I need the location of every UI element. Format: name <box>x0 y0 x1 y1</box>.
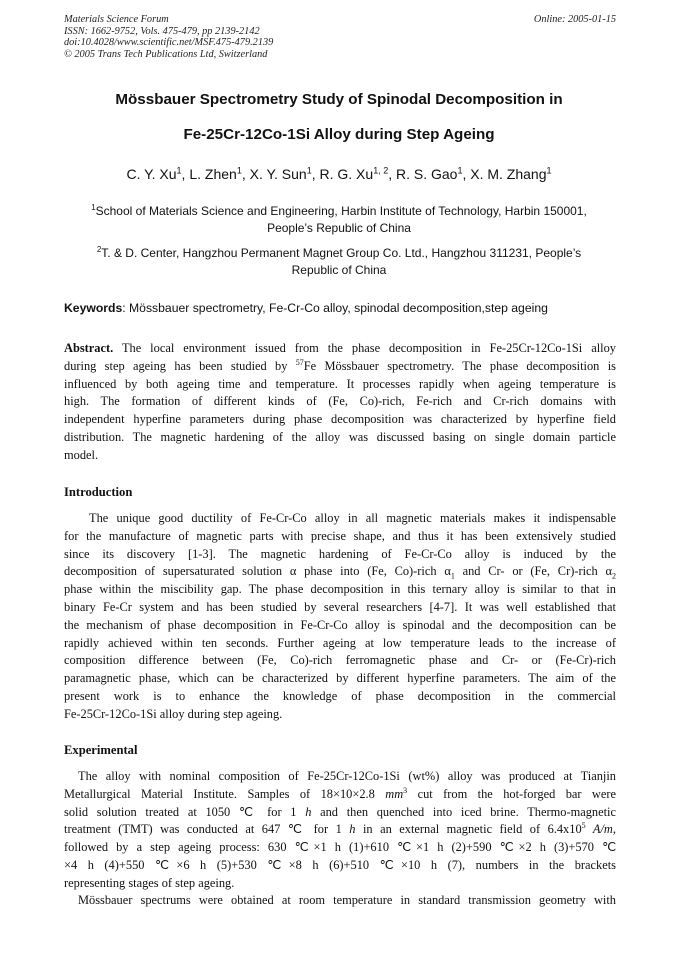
abstract-label: Abstract. <box>64 341 114 355</box>
abstract <box>64 340 616 465</box>
body-line: followed by a step ageing process: 630 ℃×1 h (1)+610 ℃×1 h (2)+590 ℃×2 h (3)+570 ℃ <box>64 840 616 855</box>
affiliation-2 <box>72 245 606 279</box>
affiliation-mark: 1 <box>91 203 96 212</box>
body-line: Fe-25Cr-12Co-1Si alloy during step ageing. <box>64 706 283 721</box>
author-affiliation-mark: 1, 2 <box>373 165 389 176</box>
unit-text: h <box>305 804 312 819</box>
affiliation-text: People’s Republic of China <box>267 221 411 235</box>
subscript: 2 <box>611 571 616 581</box>
author-name: X. M. Zhang <box>470 166 547 182</box>
body-line: cut from the hot-forged bar were <box>407 786 616 801</box>
body-line: representing stages of step ageing. <box>64 875 235 890</box>
subscript: 1 <box>450 571 455 581</box>
section-heading-experimental: Experimental <box>64 743 138 757</box>
author-name: L. Zhen <box>189 166 237 182</box>
affiliation-text: T. & D. Center, Hangzhou Permanent Magnet Group Co. Ltd., Hangzhou 311231, People’s <box>101 246 582 260</box>
unit-text: A/m <box>585 822 613 837</box>
body-line: composition difference between (Fe, Co)-rich ferromagnetic phase and Cr- or (Fe-Cr)-rich <box>64 653 616 668</box>
body-line: Metallurgical Material Institute. Samples of 18×10×2.8 <box>64 786 386 801</box>
author-name: R. G. Xu <box>319 166 374 182</box>
body-line: in an external magnetic field of 6.4x10 <box>355 822 582 837</box>
journal-doi: doi:10.4028/www.scientific.net/MSF.475-479.2139 <box>64 37 274 49</box>
body-line: solid solution treated at 1050 ℃ for 1 <box>64 804 306 819</box>
abstract-line: distribution. The magnetic hardening of the alloy was discussed basing on single domain particle <box>64 429 616 444</box>
body-line: since its discovery [1-3]. The magnetic hardening of Fe-Cr-Co alloy is induced by the <box>64 546 616 561</box>
body-line: paramagnetic phase, which can be characterized by different hyperfine parameters. The aim of the <box>64 671 616 686</box>
abstract-line: during step ageing has been studied by <box>64 358 296 373</box>
keywords <box>64 301 616 315</box>
body-line: The unique good ductility of Fe-Cr-Co alloy in all magnetic materials makes it indispensable <box>89 511 616 525</box>
author-affiliation-mark: 1 <box>236 165 242 176</box>
author-name: C. Y. Xu <box>126 166 177 182</box>
body-line: binary Fe-Cr system and has been studied by several researchers [4-7]. It was well established that <box>64 599 616 614</box>
body-line: and Cr- or (Fe, Cr)-rich α <box>454 564 612 579</box>
author-name: R. S. Gao <box>395 166 458 182</box>
unit-text: mm <box>385 786 404 801</box>
journal-issn: ISSN: 1662-9752, Vols. 475-479, pp 2139-2142 <box>64 25 260 37</box>
affiliation-mark: 2 <box>96 245 102 254</box>
journal-name: Materials Science Forum <box>64 14 169 25</box>
online-date: Online: 2005-01-15 <box>533 14 616 25</box>
body-line: the mechanism of phase decomposition in Fe-Cr-Co alloy is spinodal and the decomposition can be <box>64 617 616 632</box>
keywords-label: Keywords <box>64 301 123 315</box>
abstract-line: independent hyperfine parameters during phase decomposition was characterized by hyperfine field <box>64 412 616 427</box>
author-affiliation-mark: 1 <box>457 165 463 176</box>
abstract-line: influenced by both ageing time and temperature. It processes rapidly when ageing temperature is <box>64 376 616 391</box>
body-line: Mössbauer spectrums were obtained at room temperature in standard transmission geometry with <box>78 893 616 907</box>
author-affiliation-mark: 1 <box>546 165 552 176</box>
body-line: and then quenched into iced brine. Thermo-magnetic <box>311 804 616 819</box>
affiliation-text: School of Materials Science and Engineering, Harbin Institute of Technology, Harbin 150001, <box>95 204 587 218</box>
body-line: , <box>612 822 616 837</box>
keywords-text: : Mössbauer spectrometry, Fe-Cr-Co alloy, spinodal decomposition,step ageing <box>122 301 548 315</box>
body-line: for the manufacture of magnetic parts with precise shape, and thus it has been extensively studied <box>64 528 616 543</box>
body-line: The alloy with nominal composition of Fe-25Cr-12Co-1Si (wt%) alloy was produced at Tianjin <box>78 769 616 783</box>
author-affiliation-mark: 1 <box>306 165 312 176</box>
body-line: treatment (TMT) was conducted at 647 ℃ for 1 <box>64 822 350 837</box>
journal-header <box>64 14 616 60</box>
superscript: 3 <box>403 785 408 795</box>
paper-title-line-1: Mössbauer Spectrometry Study of Spinodal Decomposition in <box>115 91 563 108</box>
superscript: 5 <box>581 821 586 831</box>
body-line: ×4 h (4)+550 ℃×6 h (5)+530 ℃×8 h (6)+510 ℃×10 h (7), numbers in the brackets <box>64 857 616 872</box>
author-affiliation-mark: 1 <box>176 165 182 176</box>
body-line: phase within the miscibility gap. The phase decomposition in this ternary alloy is similar to that in <box>64 582 616 597</box>
abstract-line: model. <box>64 447 99 462</box>
paper-title-line-2: Fe-25Cr-12Co-1Si Alloy during Step Ageing <box>183 126 495 143</box>
author-name: X. Y. Sun <box>249 166 307 182</box>
experimental-paragraph <box>64 768 616 893</box>
section-heading-introduction: Introduction <box>64 485 133 499</box>
isotope-superscript: 57 <box>295 357 304 367</box>
unit-text: h <box>349 822 356 837</box>
author-list: C. Y. Xu$^1$, L. Zhen$^1$, X. Y. Sun$^1$, R. G. Xu$^{1, 2}$, R. S. Gao$^1$, X. M. Zhang$^1$ <box>126 165 552 182</box>
body-line: decomposition of supersaturated solution α phase into (Fe, Co)-rich α <box>64 564 451 579</box>
abstract-line: Fe Mössbauer spectrometry. The phase decomposition is <box>303 358 616 373</box>
abstract-line: high. The formation of different kinds of (Fe, Co)-rich, Fe-rich and Cr-rich domains with <box>64 394 616 409</box>
introduction-paragraph <box>64 510 616 724</box>
affiliation-1 <box>72 203 606 237</box>
body-line: present work is to enhance the knowledge of phase decomposition in the commercial <box>64 688 616 703</box>
affiliation-text: Republic of China <box>291 263 387 277</box>
body-line: rapidly achieved within ten seconds. Further ageing at low temperature leads to the increase of <box>64 635 616 650</box>
abstract-line: The local environment issued from the phase decomposition in Fe-25Cr-12Co-1Si alloy <box>113 341 616 355</box>
experimental-paragraph-2 <box>64 892 616 910</box>
journal-copyright: © 2005 Trans Tech Publications Ltd, Switzerland <box>64 48 268 60</box>
